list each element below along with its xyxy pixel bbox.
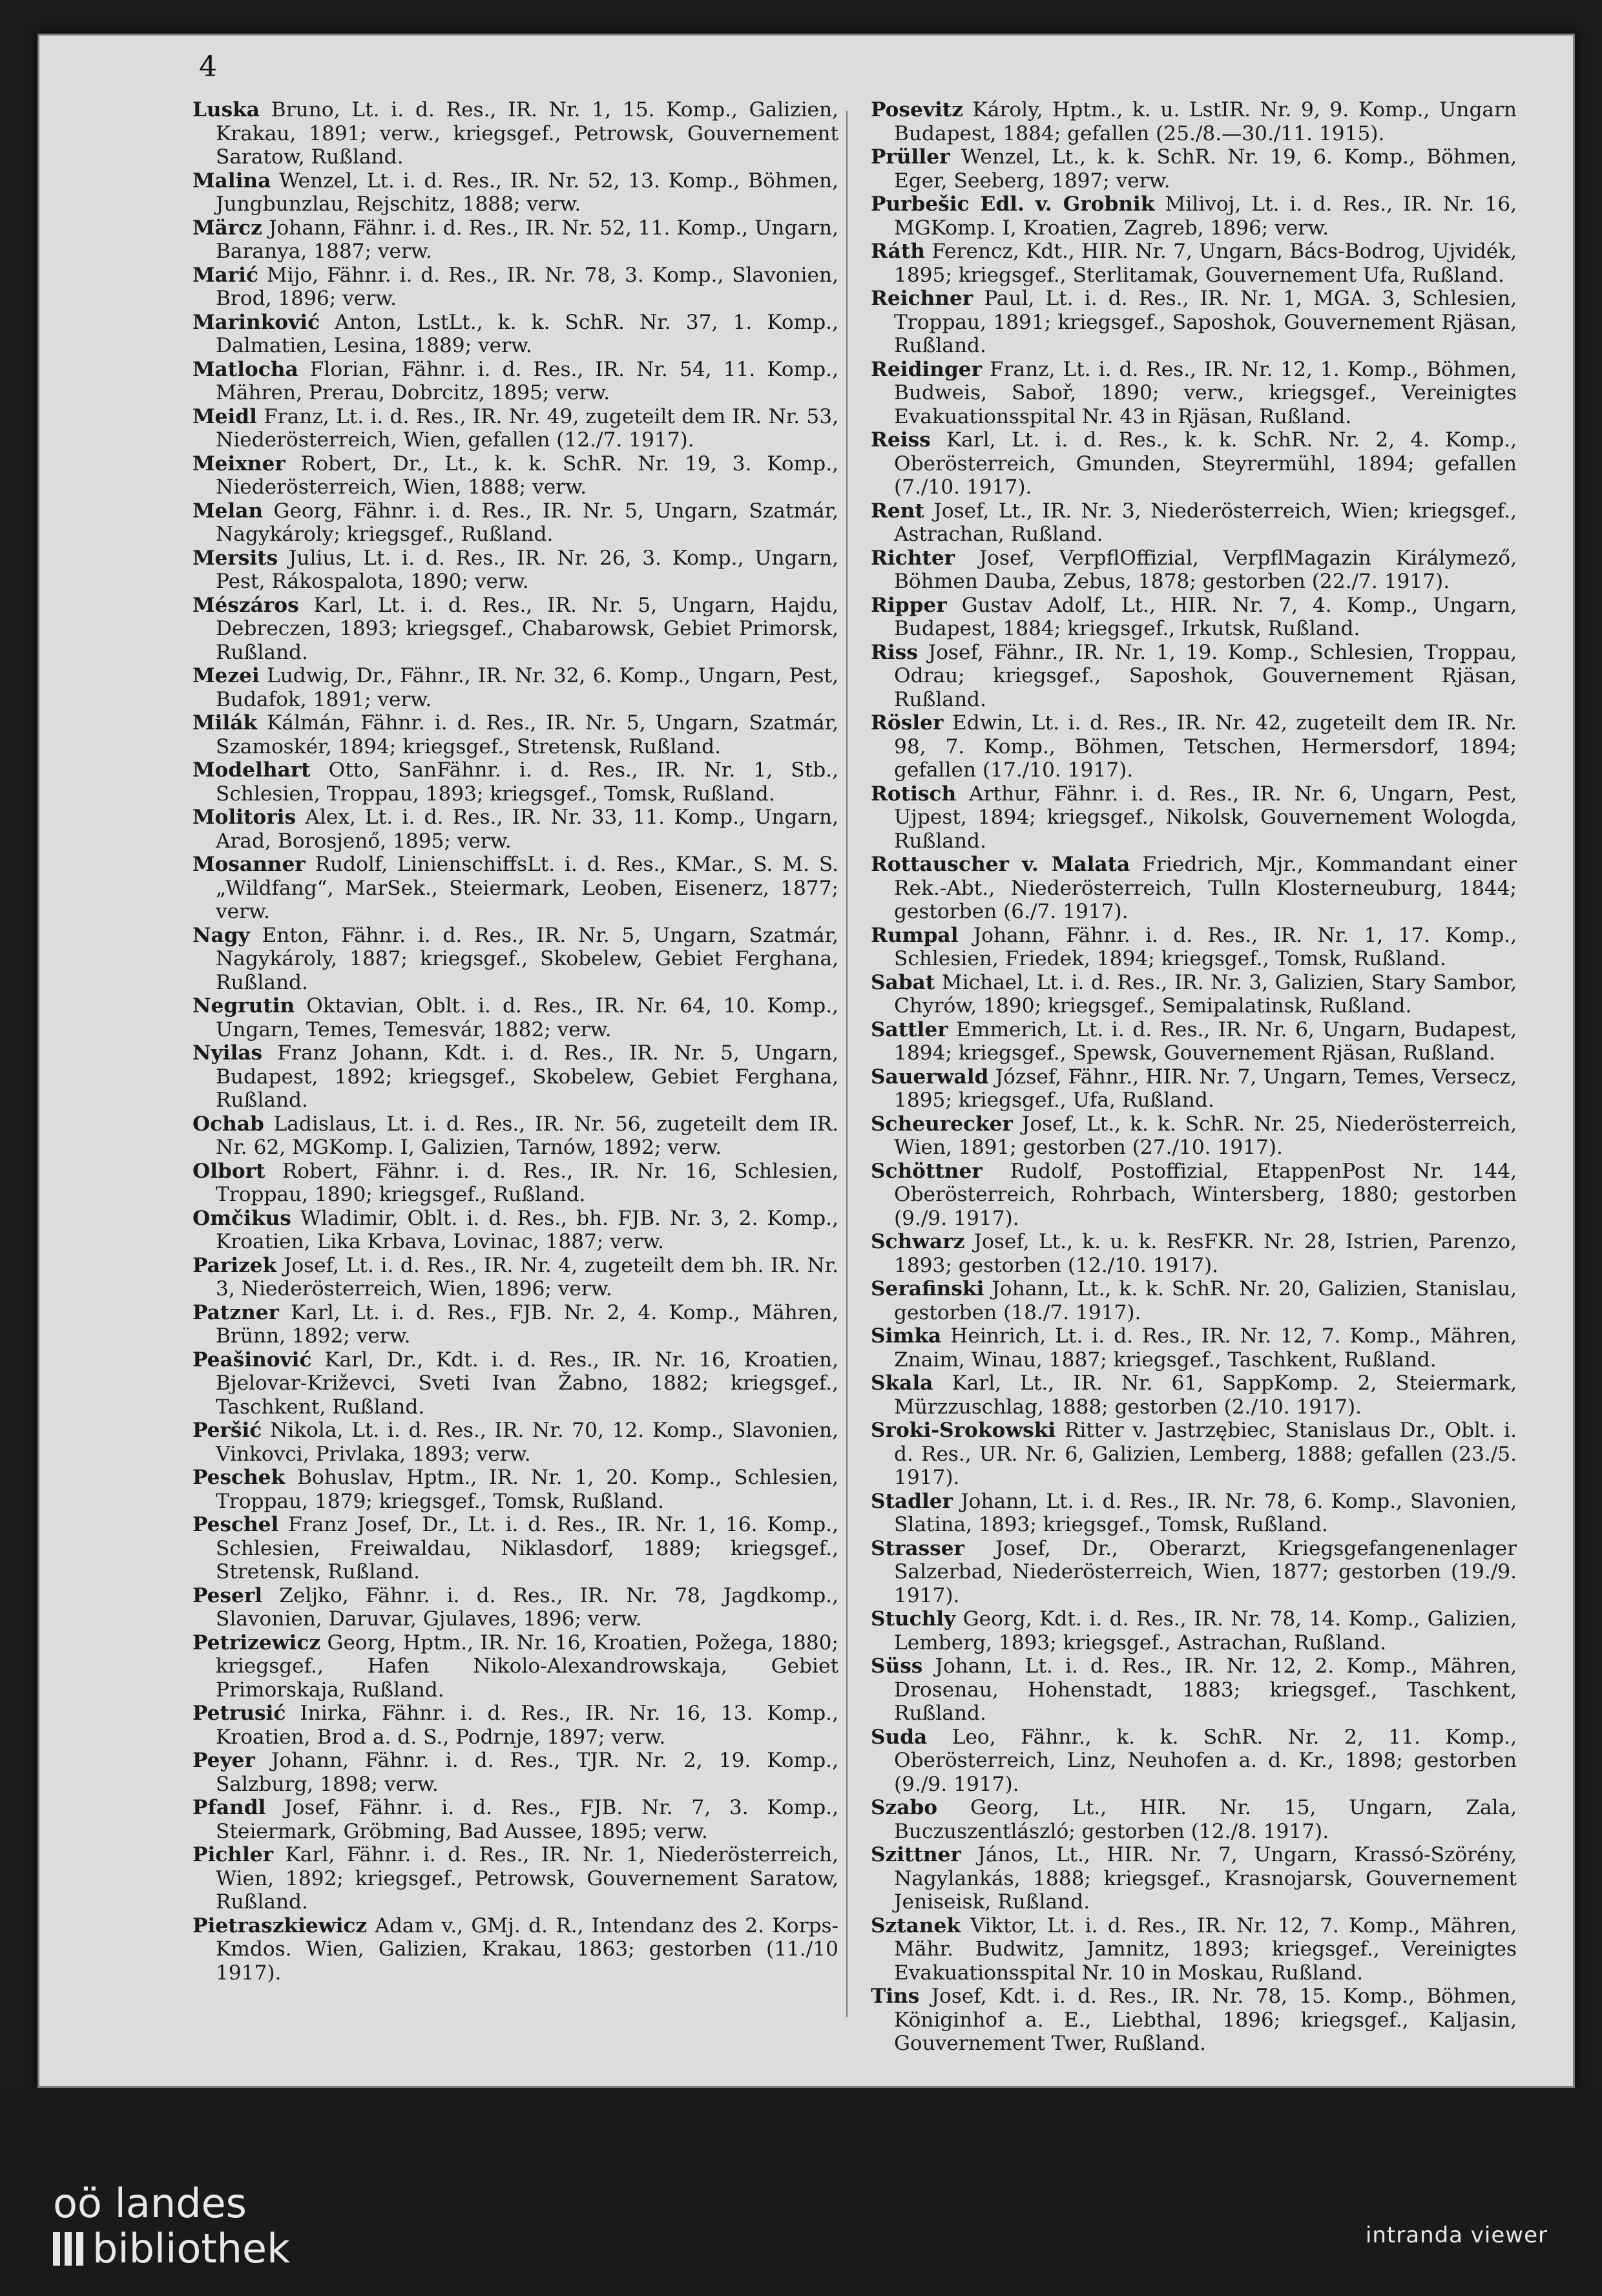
entry-details: Josef, Fähnr., IR. Nr. 1, 19. Komp., Schlesien, Troppau, Odrau; kriegsgef., Saposhok, Gouvernement Rjäsan, Rußland. — [894, 640, 1517, 711]
register-entry — [871, 1796, 1517, 1843]
entry-details: Johann, Lt., k. k. SchR. Nr. 20, Galizien, Stanislau, gestorben (18./7. 1917). — [894, 1277, 1517, 1324]
entry-details: József, Fähnr., HIR. Nr. 7, Ungarn, Temes, Versecz, 1895; kriegsgef., Ufa, Rußland. — [894, 1065, 1517, 1112]
entry-surname: Petrizewicz — [192, 1631, 321, 1654]
register-entry — [871, 924, 1517, 971]
entry-surname: Szittner — [871, 1843, 961, 1866]
entry-surname: Omčikus — [192, 1206, 291, 1230]
register-entry — [871, 1985, 1517, 2056]
left-column — [192, 98, 838, 1985]
entry-details: Julius, Lt. i. d. Res., IR. Nr. 26, 3. Komp., Ungarn, Pest, Rákospalota, 1890; verw. — [216, 546, 838, 593]
entry-surname: Peschek — [192, 1466, 286, 1489]
register-entry — [192, 1749, 838, 1796]
register-entry — [192, 452, 838, 499]
register-entry — [192, 98, 838, 169]
register-entry — [871, 145, 1517, 193]
entry-surname: Matlocha — [192, 357, 298, 381]
entry-surname: Peašinović — [192, 1348, 312, 1372]
entry-surname: Nagy — [192, 923, 250, 947]
register-entry — [192, 1348, 838, 1419]
entry-details: Ludwig, Dr., Fähnr., IR. Nr. 32, 6. Komp., Ungarn, Pest, Budafok, 1891; verw. — [216, 664, 838, 711]
register-entry — [192, 499, 838, 547]
entry-details: Wenzel, Lt. i. d. Res., IR. Nr. 52, 13. Komp., Böhmen, Jungbunzlau, Rejschitz, 1888; verw. — [216, 169, 838, 216]
entry-surname: Märcz — [192, 216, 262, 240]
entry-details: Zeljko, Fähnr. i. d. Res., IR. Nr. 78, Jagdkomp., Slavonien, Daruvar, Gjulaves, 1896; verw. — [216, 1583, 838, 1631]
entry-details: Anton, LstLt., k. k. SchR. Nr. 37, 1. Komp., Dalmatien, Lesina, 1889; verw. — [216, 310, 838, 357]
entry-surname: Negrutin — [192, 994, 295, 1018]
entry-surname: Sztanek — [871, 1914, 961, 1937]
column-divider — [846, 111, 848, 2017]
entry-details: Michael, Lt. i. d. Res., IR. Nr. 3, Galizien, Stary Sambor, Chyrów, 1890; kriegsgef., Semipalatinsk, Rußland. — [894, 970, 1517, 1018]
register-entry — [192, 311, 838, 358]
entry-surname: Prüller — [871, 145, 950, 169]
entry-details: Josef, Kdt. i. d. Res., IR. Nr. 78, 15. Komp., Böhmen, Königinhof a. E., Liebthal, 1896; kriegsgef., Kaljasin, Gouvernement Twer, Rußland. — [894, 1985, 1517, 2055]
entry-details: Edwin, Lt. i. d. Res., IR. Nr. 42, zugeteilt dem IR. Nr. 98, 7. Komp., Böhmen, Tetschen, Hermersdorf, 1894; gefallen (17./10. 1917). — [894, 711, 1517, 782]
register-entry — [192, 924, 838, 995]
register-entry — [192, 1513, 838, 1584]
entry-details: Robert, Fähnr. i. d. Res., IR. Nr. 16, Schlesien, Troppau, 1890; kriegsgef., Rußland. — [216, 1159, 838, 1206]
entry-surname: Marinković — [192, 310, 320, 334]
register-entry — [871, 499, 1517, 547]
entry-details: Friedrich, Mjr., Kommandant einer Rek.-Abt., Niederösterreich, Tulln Klosterneuburg, 1844; gestorben (6./7. 1917). — [894, 853, 1517, 923]
register-entry — [192, 1207, 838, 1254]
register-entry — [192, 1631, 838, 1702]
entry-details: János, Lt., HIR. Nr. 7, Ungarn, Krassó-Szörény, Nagylankás, 1888; kriegsgef., Krasnojarsk, Gouvernement Jeniseisk, Rußland. — [894, 1843, 1517, 1914]
entry-surname: Strasser — [871, 1536, 964, 1560]
entry-surname: Nyilas — [192, 1041, 263, 1065]
register-entry — [192, 1466, 838, 1513]
register-entry — [192, 711, 838, 758]
register-entry — [192, 1112, 838, 1160]
entry-details: Georg, Fähnr. i. d. Res., IR. Nr. 5, Ungarn, Szatmár, Nagykároly; kriegsgef., Rußland. — [216, 499, 838, 546]
register-entry — [192, 1914, 838, 1985]
register-entry — [871, 1726, 1517, 1797]
register-entry — [871, 971, 1517, 1018]
register-entry — [871, 594, 1517, 641]
entry-surname: Süss — [871, 1654, 923, 1678]
entry-details: Karl, Dr., Kdt. i. d. Res., IR. Nr. 16, Kroatien, Bjelovar-Križevci, Sveti Ivan Žabno, 1882; kriegsgef., Taschkent, Rußland. — [216, 1348, 838, 1419]
register-entry — [192, 358, 838, 405]
entry-surname: Ochab — [192, 1112, 264, 1136]
entry-surname: Marić — [192, 263, 258, 287]
entry-details: Nikola, Lt. i. d. Res., IR. Nr. 70, 12. Komp., Slavonien, Vinkovci, Privlaka, 1893; verw. — [216, 1419, 838, 1466]
entry-details: Ladislaus, Lt. i. d. Res., IR. Nr. 56, zugeteilt dem IR. Nr. 62, MGKomp. I, Galizien, Tarnów, 1892; verw. — [216, 1112, 838, 1159]
entry-surname: Riss — [871, 640, 918, 664]
entry-surname: Purbešic Edl. v. Grobnik — [871, 193, 1155, 216]
register-entry — [192, 1041, 838, 1112]
register-entry — [871, 1065, 1517, 1112]
entry-details: Karl, Lt. i. d. Res., IR. Nr. 5, Ungarn, Hajdu, Debreczen, 1893; kriegsgef., Chabarowsk, Gebiet Primorsk, Rußland. — [216, 593, 838, 664]
register-entry — [871, 1914, 1517, 1985]
entry-details: Ferencz, Kdt., HIR. Nr. 7, Ungarn, Bács-Bodrog, Ujvidék, 1895; kriegsgef., Sterlitamak, Gouvernement Ufa, Rußland. — [894, 240, 1517, 287]
register-entry — [871, 428, 1517, 499]
entry-details: Josef, VerpflOffizial, VerpflMagazin Királymező, Böhmen Dauba, Zebus, 1878; gestorben (22./7. 1917). — [894, 546, 1517, 593]
entry-surname: Scheurecker — [871, 1112, 1013, 1136]
register-entry — [871, 1372, 1517, 1419]
register-entry — [192, 405, 838, 452]
entry-surname: Sroki-Srokowski — [871, 1419, 1056, 1442]
entry-surname: Peršić — [192, 1419, 262, 1442]
register-entry — [192, 1796, 838, 1843]
entry-surname: Peschel — [192, 1513, 279, 1536]
entry-details: Karl, Lt. i. d. Res., k. k. SchR. Nr. 2, 4. Komp., Oberösterreich, Gmunden, Steyrermühl, 1894; gefallen (7./10. 1917). — [894, 428, 1517, 499]
entry-surname: Stuchly — [871, 1607, 956, 1631]
register-entry — [192, 1584, 838, 1631]
entry-details: Franz Johann, Kdt. i. d. Res., IR. Nr. 5, Ungarn, Budapest, 1892; kriegsgef., Skobelew, Gebiet Ferghana, Rußland. — [216, 1041, 838, 1112]
entry-details: Karl, Fähnr. i. d. Res., IR. Nr. 1, Niederösterreich, Wien, 1892; kriegsgef., Petrowsk, Gouvernement Saratow, Rußland. — [216, 1843, 838, 1914]
entry-details: Franz, Lt. i. d. Res., IR. Nr. 12, 1. Komp., Böhmen, Budweis, Saboř, 1890; verw., kriegsgef., Vereinigtes Evakuationsspital Nr. 43 in Rjäsan, Rußland. — [894, 357, 1517, 428]
register-entry — [192, 594, 838, 665]
logo-text-line2-wrap — [53, 2225, 290, 2272]
entry-details: Josef, Dr., Oberarzt, Kriegsgefangenenlager Salzerbad, Niederösterreich, Wien, 1877; gestorben (19./9. 1917). — [894, 1536, 1517, 1607]
entry-surname: Rotisch — [871, 782, 957, 806]
register-entry — [871, 193, 1517, 240]
entry-surname: Sabat — [871, 970, 935, 994]
entry-surname: Richter — [871, 546, 955, 570]
entry-surname: Sauerwald — [871, 1065, 989, 1089]
entry-details: Johann, Lt. i. d. Res., IR. Nr. 12, 2. Komp., Mähren, Drosenau, Hohenstadt, 1883; kriegsgef., Taschkent, Rußland. — [894, 1654, 1517, 1725]
register-entry — [871, 853, 1517, 924]
register-entry — [871, 782, 1517, 853]
entry-details: Georg, Kdt. i. d. Res., IR. Nr. 78, 14. Komp., Galizien, Lemberg, 1893; kriegsgef., Astrachan, Rußland. — [894, 1607, 1517, 1654]
register-entry — [871, 547, 1517, 594]
entry-details: Arthur, Fähnr. i. d. Res., IR. Nr. 6, Ungarn, Pest, Ujpest, 1894; kriegsgef., Nikolsk, Gouvernement Wologda, Rußland. — [894, 782, 1517, 853]
register-entry — [192, 758, 838, 806]
entry-surname: Reichner — [871, 287, 973, 310]
right-column — [871, 98, 1517, 2056]
entry-surname: Skala — [871, 1372, 933, 1395]
entry-surname: Mersits — [192, 546, 278, 570]
entry-surname: Schwarz — [871, 1230, 965, 1253]
entry-surname: Peyer — [192, 1749, 255, 1772]
entry-details: Leo, Fähnr., k. k. SchR. Nr. 2, 11. Komp., Oberösterreich, Linz, Neuhofen a. d. Kr., 1898; gestorben (9./9. 1917). — [894, 1725, 1517, 1796]
register-entry — [871, 1112, 1517, 1160]
entry-details: Paul, Lt. i. d. Res., IR. Nr. 1, MGA. 3, Schlesien, Troppau, 1891; kriegsgef., Saposhok, Gouvernement Rjäsan, Rußland. — [894, 287, 1517, 357]
entry-details: Rudolf, Postoffizial, EtappenPost Nr. 144, Oberösterreich, Rohrbach, Wintersberg, 1880; gestorben (9./9. 1917). — [894, 1159, 1517, 1230]
entry-surname: Meixner — [192, 452, 286, 475]
viewer-brand-label[interactable]: intranda viewer — [1365, 2222, 1548, 2248]
entry-details: Josef, Fähnr. i. d. Res., FJB. Nr. 7, 3. Komp., Steiermark, Gröbming, Bad Aussee, 1895; verw. — [216, 1796, 838, 1843]
entry-surname: Peserl — [192, 1583, 263, 1607]
register-entry — [871, 98, 1517, 145]
entry-details: Gustav Adolf, Lt., HIR. Nr. 7, 4. Komp., Ungarn, Budapest, 1884; kriegsgef., Irkutsk, Rußland. — [894, 593, 1517, 640]
register-entry — [871, 1018, 1517, 1065]
register-entry — [871, 711, 1517, 782]
entry-details: Ritter v. Jastrzębiec, Stanislaus Dr., Oblt. i. d. Res., UR. Nr. 6, Galizien, Lemberg, 1888; gefallen (23./5. 1917). — [894, 1419, 1517, 1489]
register-entry — [871, 1160, 1517, 1231]
register-entry — [192, 994, 838, 1041]
entry-details: Josef, Lt. i. d. Res., IR. Nr. 4, zugeteilt dem bh. IR. Nr. 3, Niederösterreich, Wien, 1896; verw. — [216, 1253, 838, 1300]
register-entry — [192, 1254, 838, 1301]
entry-details: Heinrich, Lt. i. d. Res., IR. Nr. 12, 7. Komp., Mähren, Znaim, Winau, 1887; kriegsgef., Taschkent, Rußland. — [894, 1324, 1517, 1372]
library-logo[interactable] — [53, 2180, 290, 2272]
entry-surname: Sattler — [871, 1018, 948, 1041]
entry-surname: Tins — [871, 1985, 920, 2008]
logo-text-line1: oö landes — [53, 2180, 247, 2227]
entry-surname: Mosanner — [192, 853, 306, 876]
entry-details: Adam v., GMj. d. R., Intendanz des 2. Korps-Kmdos. Wien, Galizien, Krakau, 1863; gestorben (11./10 1917). — [216, 1914, 838, 1985]
register-entry — [192, 169, 838, 216]
entry-surname: Mezei — [192, 664, 260, 687]
register-entry — [871, 1843, 1517, 1914]
register-entry — [871, 1419, 1517, 1490]
register-entry — [192, 1702, 838, 1749]
register-entry — [871, 1537, 1517, 1608]
register-entry — [192, 853, 838, 924]
register-entry — [192, 264, 838, 311]
entry-details: Alex, Lt. i. d. Res., IR. Nr. 33, 11. Komp., Ungarn, Arad, Borosjenő, 1895; verw. — [216, 806, 838, 853]
register-entry — [871, 287, 1517, 358]
entry-details: Josef, Lt., k. k. SchR. Nr. 25, Niederösterreich, Wien, 1891; gestorben (27./10. 1917). — [894, 1112, 1517, 1159]
entry-surname: Ripper — [871, 593, 947, 617]
entry-surname: Suda — [871, 1725, 928, 1749]
entry-surname: Patzner — [192, 1300, 279, 1324]
register-entry — [871, 1277, 1517, 1324]
entry-surname: Ráth — [871, 240, 925, 263]
entry-surname: Simka — [871, 1324, 942, 1348]
entry-surname: Rösler — [871, 711, 944, 735]
entry-surname: Parizek — [192, 1253, 277, 1277]
entry-surname: Serafinski — [871, 1277, 984, 1300]
entry-details: Florian, Fähnr. i. d. Res., IR. Nr. 54, 11. Komp., Mähren, Prerau, Dobrcitz, 1895; verw. — [216, 357, 838, 404]
entry-details: Károly, Hptm., k. u. LstIR. Nr. 9, 9. Komp., Ungarn Budapest, 1884; gefallen (25./8.—30./11. 1915). — [894, 98, 1517, 145]
entry-surname: Melan — [192, 499, 264, 523]
entry-details: Georg, Lt., HIR. Nr. 15, Ungarn, Zala, Buczuszentlászló; gestorben (12./8. 1917). — [894, 1796, 1517, 1843]
entry-details: Josef, Lt., k. u. k. ResFKR. Nr. 28, Istrien, Parenzo, 1893; gestorben (12./10. 1917). — [894, 1230, 1517, 1277]
entry-surname: Reidinger — [871, 357, 983, 381]
entry-surname: Stadler — [871, 1489, 953, 1513]
entry-details: Johann, Fähnr. i. d. Res., IR. Nr. 1, 17. Komp., Schlesien, Friedek, 1894; kriegsgef., Tomsk, Rußland. — [894, 923, 1517, 970]
entry-details: Johann, Fähnr. i. d. Res., TJR. Nr. 2, 19. Komp., Salzburg, 1898; verw. — [216, 1749, 838, 1796]
register-entry — [192, 664, 838, 711]
entry-details: Georg, Hptm., IR. Nr. 16, Kroatien, Požega, 1880; kriegsgef., Hafen Nikolo-Alexandrowskaja, Gebiet Primorskaja, Rußland. — [216, 1631, 838, 1702]
entry-details: Josef, Lt., IR. Nr. 3, Niederösterreich, Wien; kriegsgef., Astrachan, Rußland. — [894, 499, 1517, 546]
entry-surname: Reiss — [871, 428, 931, 452]
register-entry — [192, 547, 838, 594]
entry-details: Inirka, Fähnr. i. d. Res., IR. Nr. 16, 13. Komp., Kroatien, Brod a. d. S., Podrnje, 1897; verw. — [216, 1702, 838, 1749]
register-entry — [192, 806, 838, 853]
register-entry — [192, 1301, 838, 1348]
entry-details: Franz Josef, Dr., Lt. i. d. Res., IR. Nr. 1, 16. Komp., Schlesien, Freiwaldau, Niklasdorf, 1889; kriegsgef., Stretensk, Rußland. — [216, 1513, 838, 1583]
entry-details: Mijo, Fähnr. i. d. Res., IR. Nr. 78, 3. Komp., Slavonien, Brod, 1896; verw. — [216, 263, 838, 310]
entry-details: Franz, Lt. i. d. Res., IR. Nr. 49, zugeteilt dem IR. Nr. 53, Niederösterreich, Wien, gefallen (12./7. 1917). — [216, 404, 838, 452]
entry-details: Robert, Dr., Lt., k. k. SchR. Nr. 19, 3. Komp., Niederösterreich, Wien, 1888; verw. — [216, 452, 838, 499]
entry-surname: Rent — [871, 499, 924, 523]
entry-surname: Molitoris — [192, 806, 296, 829]
entry-surname: Mészáros — [192, 593, 299, 617]
entry-surname: Petrusić — [192, 1702, 286, 1725]
entry-details: Milivoj, Lt. i. d. Res., IR. Nr. 16, MGKomp. I, Kroatien, Zagreb, 1896; verw. — [894, 193, 1517, 240]
entry-surname: Rumpal — [871, 923, 959, 947]
entry-details: Kálmán, Fähnr. i. d. Res., IR. Nr. 5, Ungarn, Szatmár, Szamoskér, 1894; kriegsgef., Stretensk, Rußland. — [216, 711, 838, 758]
entry-surname: Modelhart — [192, 758, 311, 782]
entry-details: Johann, Fähnr. i. d. Res., IR. Nr. 52, 11. Komp., Ungarn, Baranya, 1887; verw. — [216, 216, 838, 263]
entry-surname: Malina — [192, 169, 271, 193]
logo-bars-icon — [53, 2232, 83, 2266]
entry-surname: Olbort — [192, 1159, 265, 1183]
register-entry — [192, 216, 838, 264]
entry-details: Bruno, Lt. i. d. Res., IR. Nr. 1, 15. Komp., Galizien, Krakau, 1891; verw., kriegsgef., Petrowsk, Gouvernement Saratow, Rußland. — [216, 98, 838, 169]
entry-details: Karl, Lt., IR. Nr. 61, SappKomp. 2, Steiermark, Mürzzuschlag, 1888; gestorben (2./10. 1917). — [894, 1372, 1517, 1419]
entry-surname: Schöttner — [871, 1159, 983, 1183]
entry-details: Viktor, Lt. i. d. Res., IR. Nr. 12, 7. Komp., Mähren, Mähr. Budwitz, Jamnitz, 1893; kriegsgef., Vereinigtes Evakuationsspital Nr. 10 in Moskau, Rußland. — [894, 1914, 1517, 1985]
entry-details: Rudolf, LinienschiffsLt. i. d. Res., KMar., S. M. S. „Wildfang“, MarSek., Steiermark, Leoben, Eisenerz, 1877; verw. — [216, 853, 838, 923]
entry-surname: Posevitz — [871, 98, 963, 121]
entry-surname: Pfandl — [192, 1796, 266, 1819]
register-entry — [871, 1654, 1517, 1726]
register-entry — [192, 1160, 838, 1207]
logo-text-line2: bibliothek — [92, 2225, 290, 2272]
entry-details: Bohuslav, Hptm., IR. Nr. 1, 20. Komp., Schlesien, Troppau, 1879; kriegsgef., Tomsk, Rußland. — [216, 1466, 838, 1513]
register-entry — [871, 1490, 1517, 1537]
entry-surname: Luska — [192, 98, 260, 121]
entry-surname: Pietraszkiewicz — [192, 1914, 368, 1937]
register-entry — [192, 1419, 838, 1466]
entry-details: Wenzel, Lt., k. k. SchR. Nr. 19, 6. Komp., Böhmen, Eger, Seeberg, 1897; verw. — [894, 145, 1517, 193]
entry-details: Karl, Lt. i. d. Res., FJB. Nr. 2, 4. Komp., Mähren, Brünn, 1892; verw. — [216, 1300, 838, 1348]
entry-details: Oktavian, Oblt. i. d. Res., IR. Nr. 64, 10. Komp., Ungarn, Temes, Temesvár, 1882; verw. — [216, 994, 838, 1041]
entry-details: Emmerich, Lt. i. d. Res., IR. Nr. 6, Ungarn, Budapest, 1894; kriegsgef., Spewsk, Gouvernement Rjäsan, Rußland. — [894, 1018, 1517, 1065]
register-entry — [192, 1843, 838, 1914]
document-page — [37, 34, 1575, 2088]
entry-details: Johann, Lt. i. d. Res., IR. Nr. 78, 6. Komp., Slavonien, Slatina, 1893; kriegsgef., Tomsk, Rußland. — [894, 1489, 1517, 1536]
entry-surname: Milák — [192, 711, 258, 735]
entry-details: Enton, Fähnr. i. d. Res., IR. Nr. 5, Ungarn, Szatmár, Nagykároly, 1887; kriegsgef., Skobelew, Gebiet Ferghana, Rußland. — [216, 923, 838, 994]
entry-details: Otto, SanFähnr. i. d. Res., IR. Nr. 1, Stb., Schlesien, Troppau, 1893; kriegsgef., Tomsk, Rußland. — [216, 758, 838, 806]
register-entry — [871, 358, 1517, 429]
page-number: 4 — [199, 50, 217, 83]
register-entry — [871, 1607, 1517, 1654]
entry-surname: Rottauscher v. Malata — [871, 853, 1130, 876]
entry-details: Wladimir, Oblt. i. d. Res., bh. FJB. Nr. 3, 2. Komp., Kroatien, Lika Krbava, Lovinac, 1887; verw. — [216, 1206, 838, 1253]
entry-surname: Meidl — [192, 404, 257, 428]
register-entry — [871, 240, 1517, 287]
register-entry — [871, 1324, 1517, 1372]
viewer-footer — [0, 2088, 1602, 2296]
register-entry — [871, 1230, 1517, 1277]
entry-surname: Szabo — [871, 1796, 938, 1819]
entry-surname: Pichler — [192, 1843, 274, 1866]
register-entry — [871, 641, 1517, 712]
